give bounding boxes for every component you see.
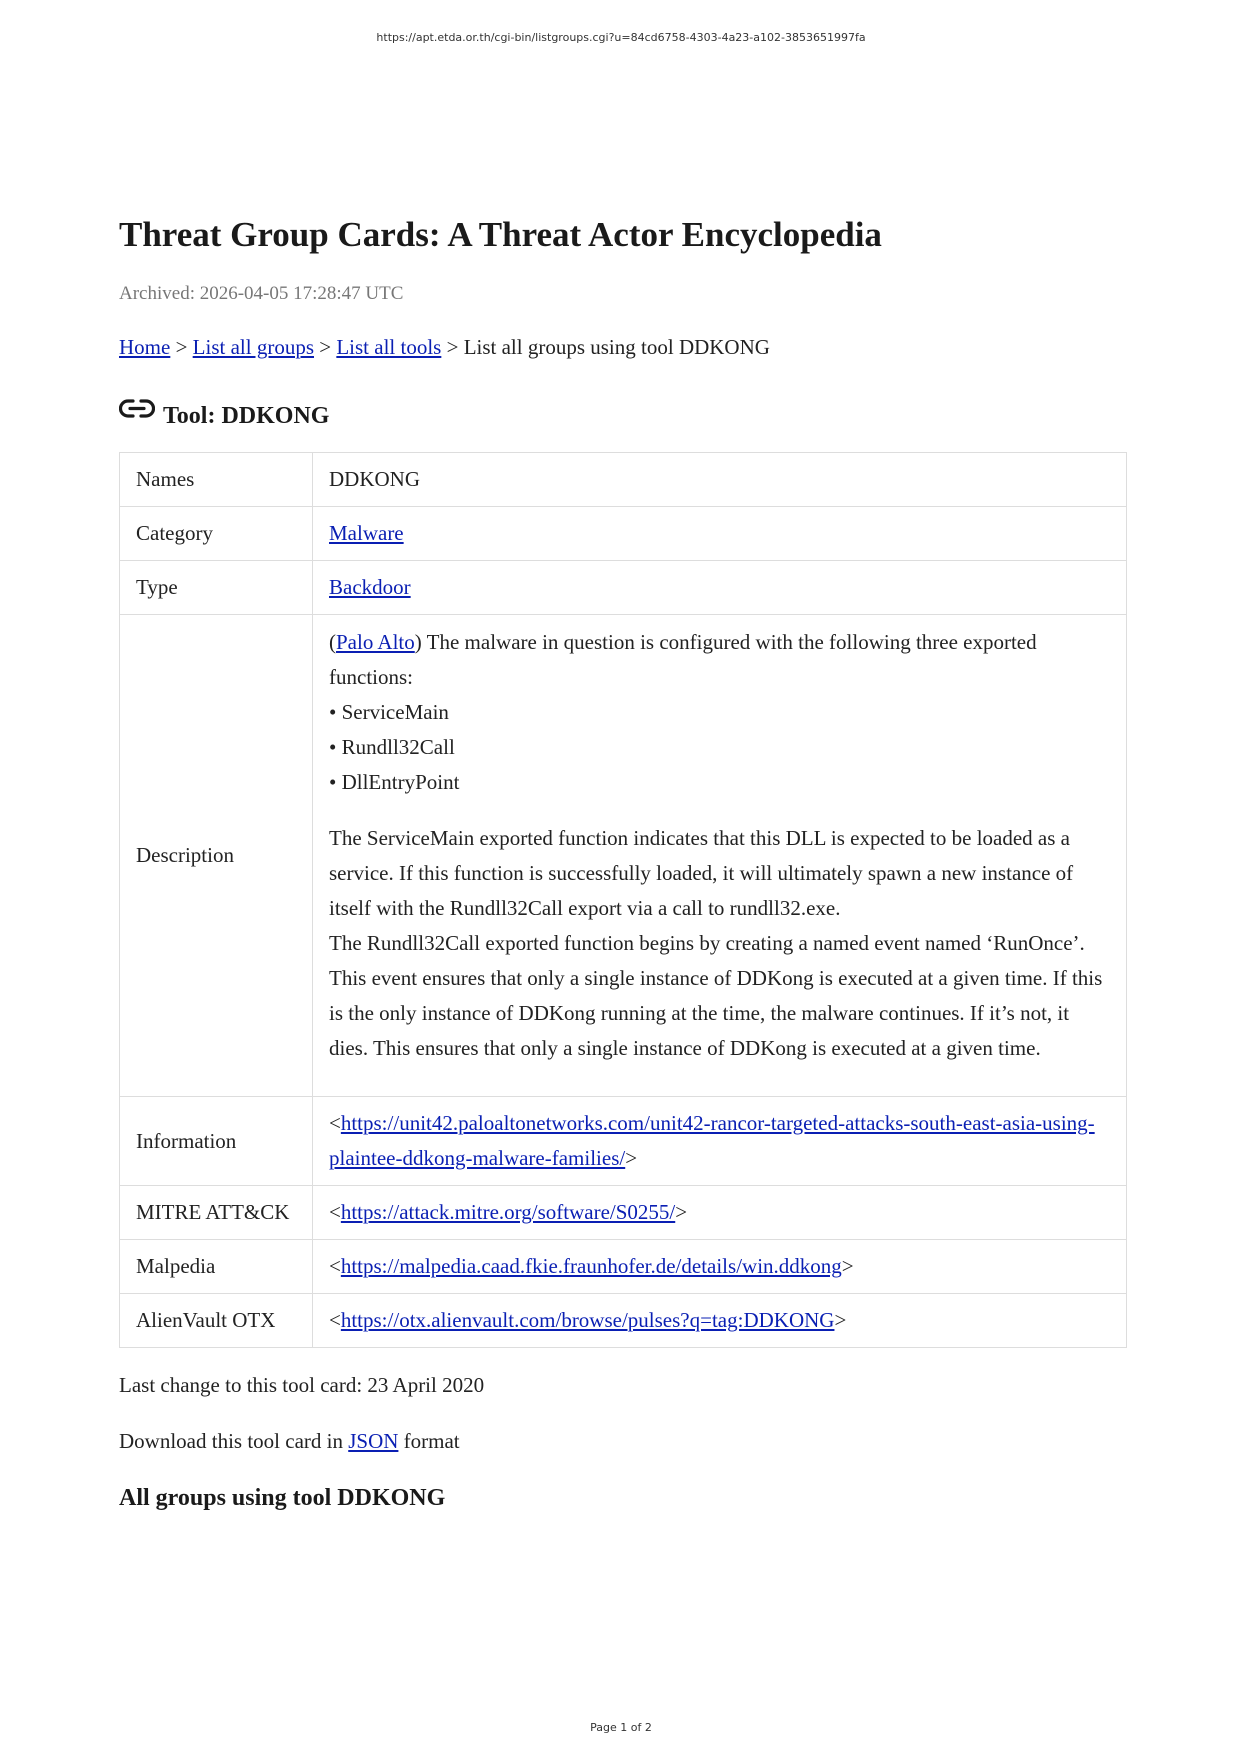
information-label: Information bbox=[120, 1097, 313, 1186]
information-link[interactable]: https://unit42.paloaltonetworks.com/unit42-rancor-targeted-attacks-south-east-asia-using-plaintee-ddkong-malware-families/ bbox=[329, 1111, 1095, 1170]
breadcrumb-current: List all groups using tool DDKONG bbox=[463, 335, 770, 359]
print-url-header: https://apt.etda.or.th/cgi-bin/listgroups.cgi?u=84cd6758-4303-4a23-a102-3853651997fa bbox=[376, 31, 866, 44]
description-intro-text: The malware in question is configured with the following three exported functions: bbox=[329, 630, 1037, 689]
description-paragraph-2: The Rundll32Call exported function begins by creating a named event named ‘RunOnce’. This event ensures that only a single instance of DDKong is executed at a given time. If this is the only instance of DDKong running at the time, the malware continues. If it’s not, it dies. This ensures that only a single instance of DDKong is executed at a given time. bbox=[329, 931, 1103, 1060]
type-label: Type bbox=[120, 561, 313, 615]
download-suffix: format bbox=[398, 1429, 460, 1453]
angle-open: < bbox=[329, 1254, 341, 1278]
angle-close: > bbox=[841, 1254, 854, 1278]
angle-open: < bbox=[329, 1200, 341, 1224]
breadcrumb bbox=[119, 332, 1127, 362]
angle-open: < bbox=[329, 1308, 341, 1332]
malpedia-link[interactable]: https://malpedia.caad.fkie.fraunhofer.de/details/win.ddkong bbox=[340, 1254, 842, 1278]
table-row-mitre bbox=[120, 1186, 1127, 1240]
breadcrumb-tools-link[interactable]: List all tools bbox=[336, 335, 442, 359]
mitre-link[interactable]: https://attack.mitre.org/software/S0255/ bbox=[340, 1200, 676, 1224]
breadcrumb-separator: > bbox=[319, 335, 332, 359]
table-row-information bbox=[120, 1097, 1127, 1186]
description-cell bbox=[313, 615, 1127, 1097]
malpedia-label: Malpedia bbox=[120, 1240, 313, 1294]
category-cell bbox=[313, 507, 1127, 561]
function-item: • DllEntryPoint bbox=[329, 770, 460, 794]
table-row-category bbox=[120, 507, 1127, 561]
otx-cell bbox=[313, 1294, 1127, 1348]
page-number: Page 1 of 2 bbox=[590, 1721, 652, 1734]
mitre-label: MITRE ATT&CK bbox=[120, 1186, 313, 1240]
paren-close: ) bbox=[414, 630, 422, 654]
information-cell bbox=[313, 1097, 1127, 1186]
description-paragraph-1: The ServiceMain exported function indicates that this DLL is expected to be loaded as a service. If this function is successfully loaded, it will ultimately spawn a new instance of itself with the Rundll32Call export via a call to rundll32.exe. bbox=[329, 826, 1074, 920]
otx-label: AlienVault OTX bbox=[120, 1294, 313, 1348]
breadcrumb-groups-link[interactable]: List all groups bbox=[192, 335, 314, 359]
link-icon bbox=[119, 396, 155, 422]
angle-close: > bbox=[675, 1200, 688, 1224]
breadcrumb-separator: > bbox=[175, 335, 188, 359]
download-line bbox=[119, 1424, 1127, 1458]
table-row-malpedia bbox=[120, 1240, 1127, 1294]
malpedia-cell bbox=[313, 1240, 1127, 1294]
table-row-names bbox=[120, 453, 1127, 507]
angle-close: > bbox=[834, 1308, 847, 1332]
tool-title: Tool: DDKONG bbox=[163, 403, 330, 429]
tool-details-table bbox=[119, 452, 1127, 1348]
otx-link[interactable]: https://otx.alienvault.com/browse/pulses?q=tag:DDKONG bbox=[340, 1308, 835, 1332]
table-row-description bbox=[120, 615, 1127, 1097]
names-label: Names bbox=[120, 453, 313, 507]
tool-card-footer bbox=[119, 1368, 1127, 1458]
names-value: DDKONG bbox=[313, 453, 1127, 507]
breadcrumb-home-link[interactable]: Home bbox=[119, 335, 171, 359]
angle-open: < bbox=[329, 1111, 341, 1135]
download-prefix: Download this tool card in bbox=[119, 1429, 349, 1453]
table-row-otx bbox=[120, 1294, 1127, 1348]
function-item: • ServiceMain bbox=[329, 700, 449, 724]
category-link[interactable]: Malware bbox=[329, 521, 404, 545]
table-row-type bbox=[120, 561, 1127, 615]
type-cell bbox=[313, 561, 1127, 615]
groups-section-title: All groups using tool DDKONG bbox=[119, 1485, 446, 1511]
json-download-link[interactable]: JSON bbox=[348, 1429, 399, 1453]
function-item: • Rundll32Call bbox=[329, 735, 455, 759]
description-intro bbox=[329, 625, 1110, 800]
description-label: Description bbox=[120, 615, 313, 1097]
archived-timestamp: Archived: 2026-04-05 17:28:47 UTC bbox=[119, 283, 404, 304]
tool-heading bbox=[119, 392, 1127, 432]
main-content bbox=[119, 210, 1127, 1514]
mitre-cell bbox=[313, 1186, 1127, 1240]
source-link-palo-alto[interactable]: Palo Alto bbox=[336, 630, 415, 654]
category-label: Category bbox=[120, 507, 313, 561]
angle-close: > bbox=[625, 1146, 638, 1170]
breadcrumb-separator: > bbox=[446, 335, 459, 359]
last-change: Last change to this tool card: 23 April 2020 bbox=[119, 1373, 485, 1397]
page-title: Threat Group Cards: A Threat Actor Encyclopedia bbox=[119, 215, 882, 254]
type-link[interactable]: Backdoor bbox=[329, 575, 411, 599]
description-paragraphs bbox=[329, 821, 1110, 1066]
paren-open: ( bbox=[329, 630, 336, 654]
